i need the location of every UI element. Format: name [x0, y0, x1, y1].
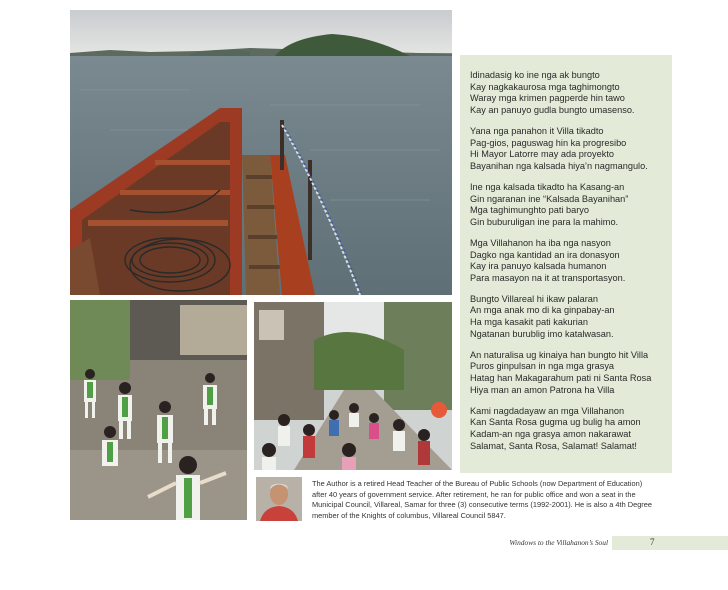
poem-line: Salamat, Santa Rosa, Salamat! Salamat! — [470, 440, 637, 451]
poem-stanza — [470, 70, 670, 116]
poem-line: Kay nagkakaurosa mga taghimongto — [470, 81, 620, 92]
poem-stanza — [470, 406, 670, 452]
poem-line: Gin buburuligan ine para la mahimo. — [470, 216, 619, 227]
poem-line: Ngatanan burublig imo katalwasan. — [470, 328, 614, 339]
poem-line: Idinadasig ko ine nga ak bungto — [470, 70, 600, 80]
footer-book-title: Windows to the Villahanon’s Soul — [509, 538, 608, 547]
boat-on-sea-photo — [70, 10, 452, 295]
poem-stanza — [470, 182, 670, 228]
poem-stanza — [470, 294, 670, 340]
poem-line: Bayanihan nga kalsada hiya’n nagmangulo. — [470, 160, 648, 171]
poem — [470, 70, 670, 462]
poem-line: Kay ira panuyo kalsada humanon — [470, 261, 607, 272]
parade-majorettes-photo — [70, 300, 247, 520]
page-number: 7 — [650, 537, 655, 547]
poem-line: Ha mga kasakit pati kakurian — [470, 317, 588, 328]
poem-line: An mga anak mo di ka ginpabay-an — [470, 305, 615, 316]
poem-line: Hiya man an amon Patrona ha Villa — [470, 384, 615, 395]
street-procession-photo — [254, 300, 452, 470]
poem-line: Hatag han Makagarahum pati ni Santa Rosa — [470, 373, 652, 384]
poem-line: Para masayon na it at transportasyon. — [470, 272, 626, 283]
poem-stanza — [470, 238, 670, 284]
poem-line: An naturalisa ug kinaiya han bungto hit Villa — [470, 349, 649, 360]
poem-line: Mga Villahanon ha iba nga nasyon — [470, 237, 611, 248]
poem-stanza — [470, 350, 670, 396]
poem-line: Ine nga kalsada tikadto ha Kasang-an — [470, 181, 625, 192]
poem-line: Pag-gios, paguswag hin ka progresibo — [470, 137, 627, 148]
poem-line: Kadam-an nga grasya amon nakarawat — [470, 429, 631, 439]
poem-line: Gin ngaranan ine “Kalsada Bayanihan” — [470, 193, 629, 204]
footer-band — [612, 536, 728, 550]
author-portrait-photo — [256, 477, 302, 521]
poem-line: Kan Santa Rosa gugma ug bulig ha amon — [470, 417, 641, 428]
poem-line: Hi Mayor Latorre may ada proyekto — [470, 149, 614, 160]
poem-line: Mga taghimunghto pati baryo — [470, 205, 590, 216]
poem-line: Kami nagdadayaw an mga Villahanon — [470, 405, 625, 416]
poem-stanza — [470, 126, 670, 172]
poem-line: Bungto Villareal hi ikaw palaran — [470, 293, 599, 304]
poem-line: Yana nga panahon it Villa tikadto — [470, 125, 604, 136]
poem-line: Dagko nga kantidad an ira donasyon — [470, 249, 620, 260]
poem-line: Puros ginpulsan in nga mga grasya — [470, 361, 615, 372]
poem-line: Kay an panuyo gudla bungto umasenso. — [470, 104, 635, 115]
poem-line: Waray mga krimen pagperde hin tawo — [470, 93, 625, 104]
author-bio: The Author is a retired Head Teacher of the Bureau of Public Schools (now Department of Education) after 40 years of government service. After retirement, he ran for public office and won a seat in the Municipal Council, Villareal, Samar for three (3) consecutive terms (1992-2001). He is also a 4th Degree member of the Knights of columbus, Villareal Council 5847. — [312, 479, 652, 520]
